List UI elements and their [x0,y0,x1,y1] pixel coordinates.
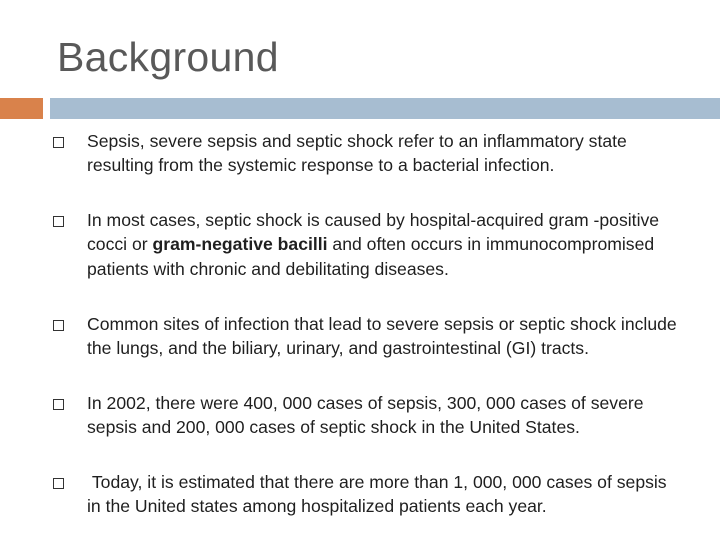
bullet-box-icon [53,399,64,410]
bullet-text: In most cases, septic shock is caused by hospital-acquired gram -positive cocci or gram-negative bacilli and often occurs in immunocompromised patients with chronic and debilitating diseases. [87,210,664,279]
slide-title: Background [57,34,279,80]
bullet-text: Sepsis, severe sepsis and septic shock refer to an inflammatory state resulting from the systemic response to a bacterial infection. [87,131,632,176]
bullet-box-icon [53,137,64,148]
bullet-box-icon [53,216,64,227]
accent-bar-orange [0,98,43,119]
bullet-box-icon [53,320,64,331]
accent-bar-blue [50,98,720,119]
bullet-text: In 2002, there were 400, 000 cases of sepsis, 300, 000 cases of severe sepsis and 200, 000 cases of septic shock in the United States. [87,393,649,438]
bullet-text: Today, it is estimated that there are more than 1, 000, 000 cases of sepsis in the United states among hospitalized patients each year. [87,472,672,517]
bullet-text: Common sites of infection that lead to severe sepsis or septic shock include the lungs, and the biliary, urinary, and gastrointestinal (GI) tracts. [87,314,682,359]
bullet-box-icon [53,478,64,489]
